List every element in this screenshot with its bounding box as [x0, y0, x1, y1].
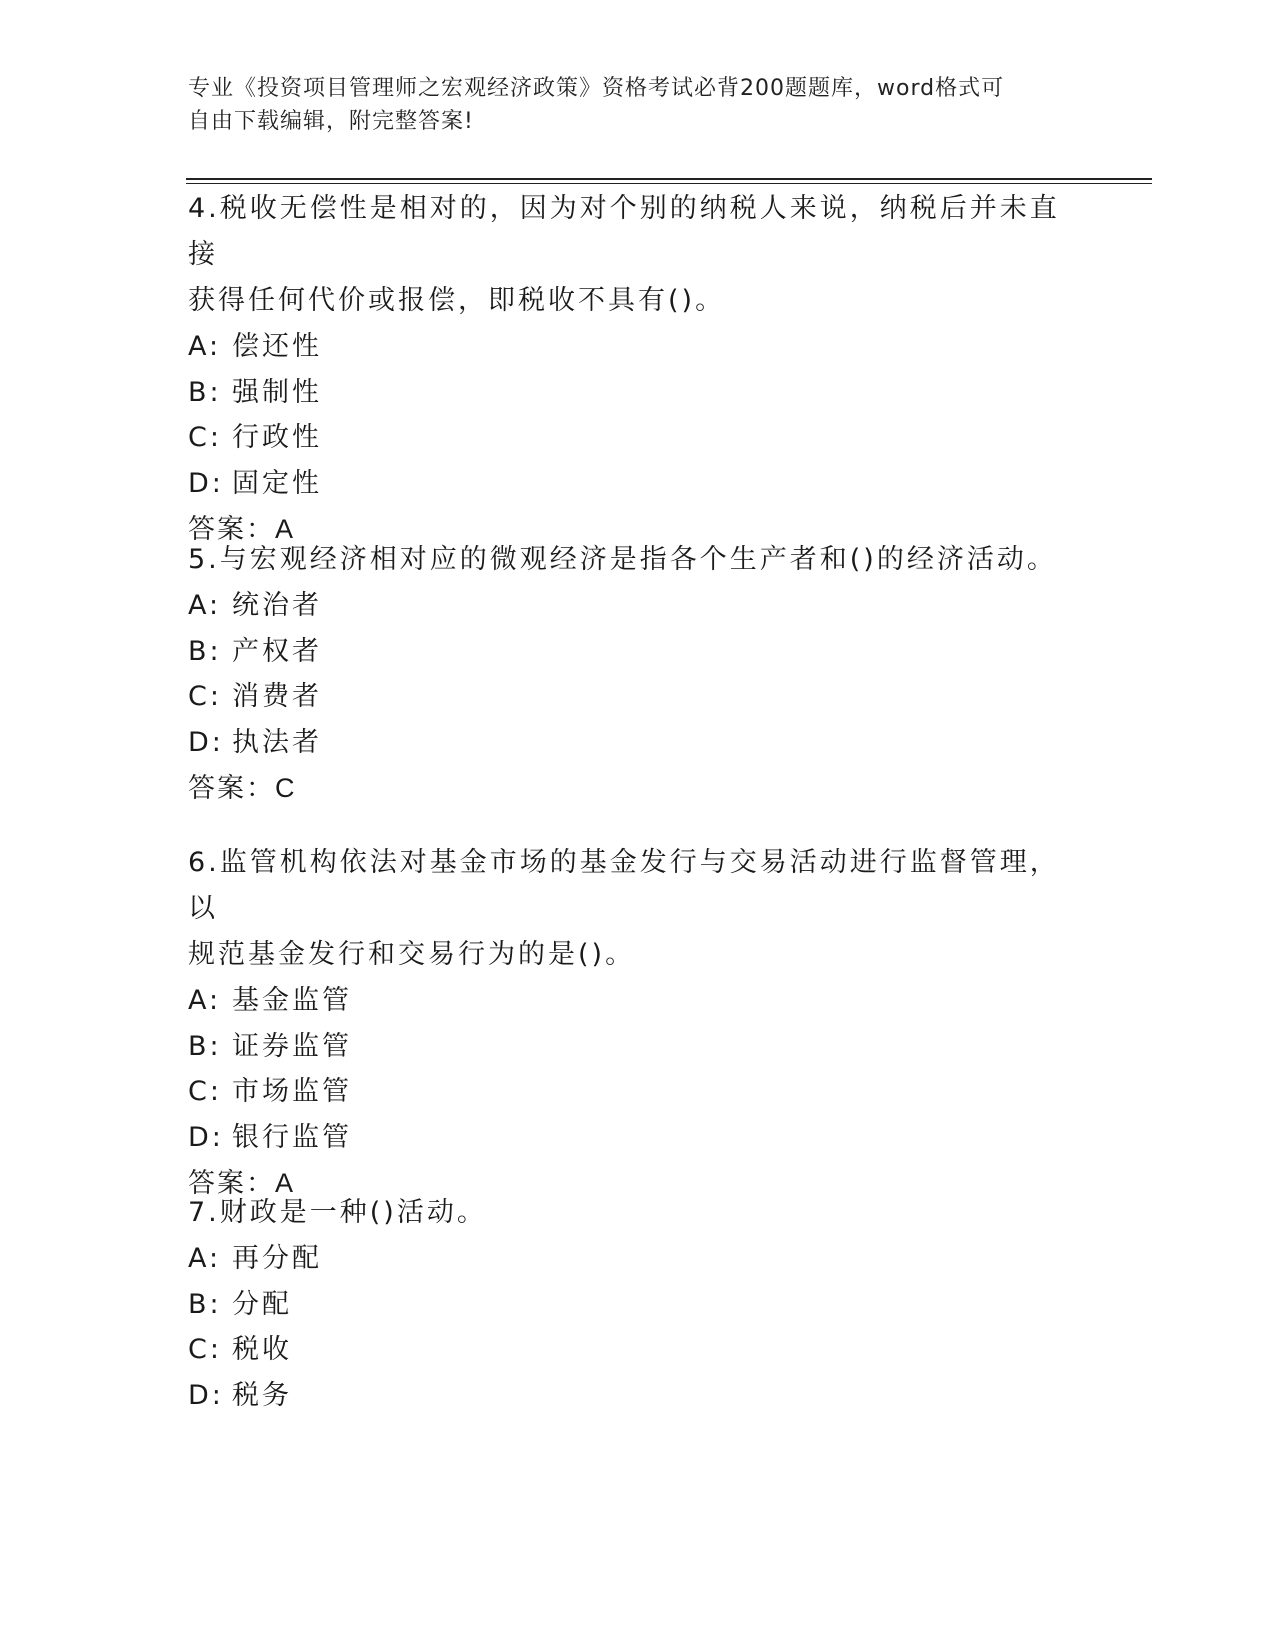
option-c [188, 674, 1088, 720]
option-key: C: [188, 681, 222, 712]
document-header [188, 72, 1088, 138]
header-divider-thick [186, 178, 1152, 180]
header-divider-thin [186, 183, 1152, 184]
option-key: A: [188, 331, 222, 362]
option-key: B: [188, 1030, 222, 1062]
option-b [188, 629, 1088, 675]
option-a [188, 978, 1088, 1024]
option-d [188, 720, 1088, 766]
option-text: 偿还性 [232, 331, 322, 362]
option-c [188, 1327, 1088, 1373]
option-key: D: [188, 467, 224, 499]
option-text: 再分配 [232, 1243, 322, 1274]
option-key: D: [188, 726, 224, 758]
option-b [188, 1024, 1088, 1070]
option-a [188, 324, 1088, 370]
answer: 答案：A [188, 514, 296, 544]
question-stem-continued: 规范基金发行和交易行为的是()。 [188, 939, 636, 970]
option-text: 固定性 [232, 467, 322, 499]
option-key: B: [188, 376, 222, 408]
question-stem: 5.与宏观经济相对应的微观经济是指各个生产者和()的经济活动。 [188, 544, 1057, 575]
option-text: 税收 [232, 1334, 292, 1365]
option-text: 统治者 [232, 590, 322, 621]
header-line-1: 专业《投资项目管理师之宏观经济政策》资格考试必背200题题库，word格式可 [188, 76, 1005, 101]
option-d [188, 1373, 1088, 1419]
option-text: 产权者 [232, 635, 322, 667]
option-d [188, 461, 1088, 507]
question-7 [188, 1190, 1088, 1418]
option-key: A: [188, 1243, 222, 1274]
question-6 [188, 840, 1088, 1206]
answer: 答案：A [188, 1168, 296, 1198]
option-b [188, 370, 1088, 416]
option-text: 银行监管 [232, 1121, 352, 1153]
option-key: D: [188, 1121, 224, 1153]
option-key: C: [188, 1076, 222, 1107]
option-text: 税务 [232, 1379, 292, 1411]
option-text: 市场监管 [232, 1076, 352, 1107]
option-key: C: [188, 422, 222, 453]
option-text: 基金监管 [232, 985, 352, 1016]
question-5 [188, 537, 1088, 811]
option-key: D: [188, 1379, 224, 1411]
question-stem: 6.监管机构依法对基金市场的基金发行与交易活动进行监督管理，以 [188, 847, 1060, 924]
option-a [188, 583, 1088, 629]
header-line-2: 自由下载编辑，附完整答案! [188, 109, 474, 134]
option-a [188, 1236, 1088, 1282]
option-key: A: [188, 985, 222, 1016]
answer: 答案：C [188, 773, 297, 803]
option-key: A: [188, 590, 222, 621]
option-d [188, 1115, 1088, 1161]
option-key: C: [188, 1334, 222, 1365]
option-text: 分配 [232, 1288, 292, 1320]
option-text: 行政性 [232, 422, 322, 453]
option-c [188, 1069, 1088, 1115]
question-stem-continued: 获得任何代价或报偿，即税收不具有()。 [188, 285, 726, 316]
option-text: 消费者 [232, 681, 322, 712]
option-text: 执法者 [232, 726, 322, 758]
question-stem: 7.财政是一种()活动。 [188, 1197, 487, 1228]
option-b [188, 1282, 1088, 1328]
option-text: 证券监管 [232, 1030, 352, 1062]
option-key: B: [188, 1288, 222, 1320]
option-text: 强制性 [232, 376, 322, 408]
question-stem: 4.税收无偿性是相对的，因为对个别的纳税人来说，纳税后并未直接 [188, 193, 1060, 270]
option-c [188, 415, 1088, 461]
question-4 [188, 186, 1088, 552]
option-key: B: [188, 635, 222, 667]
